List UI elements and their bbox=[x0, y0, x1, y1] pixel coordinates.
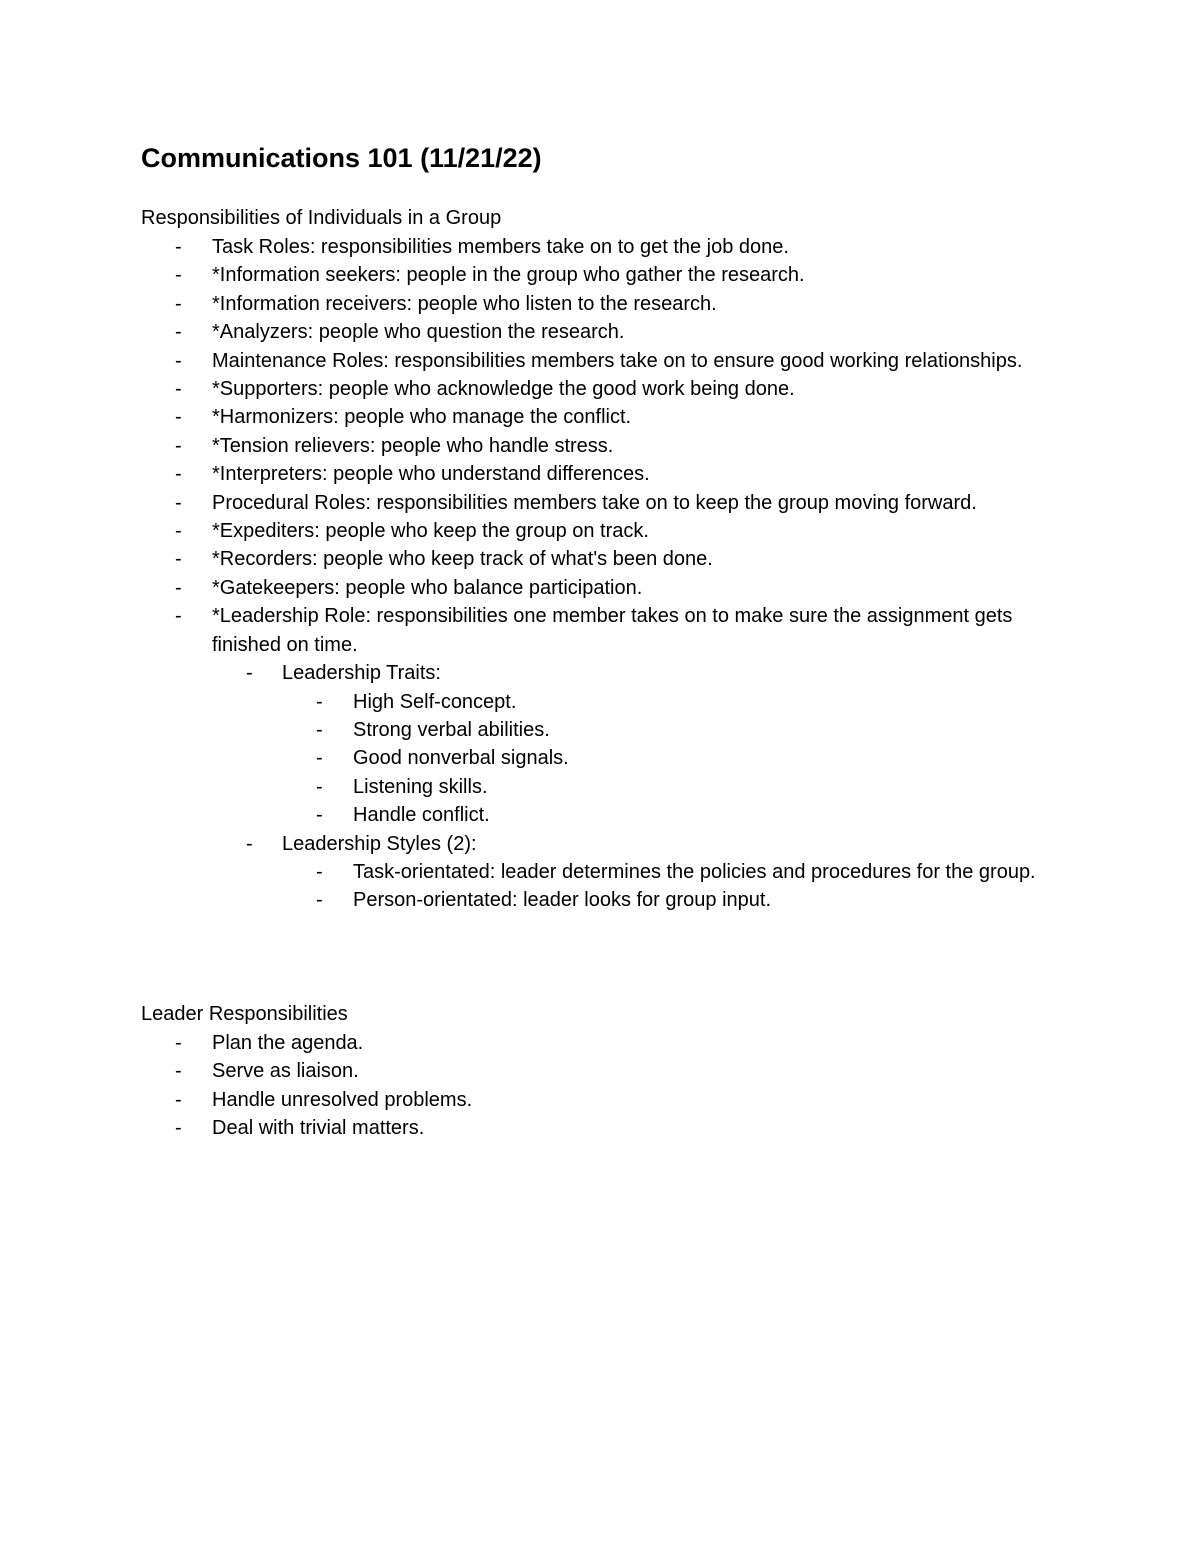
list-item bbox=[141, 688, 1061, 716]
list-item bbox=[141, 744, 1061, 772]
list-item-text: Handle unresolved problems. bbox=[212, 1088, 473, 1111]
list-item bbox=[141, 233, 1061, 261]
list-item bbox=[141, 858, 1061, 886]
list-item-text: *Supporters: people who acknowledge the good work being done. bbox=[212, 378, 795, 401]
dash-bullet: - bbox=[316, 860, 323, 883]
dash-bullet: - bbox=[175, 463, 182, 486]
list-item bbox=[141, 460, 1061, 488]
list-item-text: Strong verbal abilities. bbox=[353, 718, 550, 741]
list-item-text: Good nonverbal signals. bbox=[353, 747, 569, 770]
list-item bbox=[141, 489, 1061, 517]
list-item bbox=[141, 1086, 1061, 1114]
list-item bbox=[141, 773, 1061, 801]
list-item-text: Plan the agenda. bbox=[212, 1032, 364, 1054]
leader-responsibilities-list bbox=[141, 1029, 1061, 1143]
dash-bullet: - bbox=[316, 804, 323, 827]
dash-bullet: - bbox=[316, 690, 323, 713]
dash-bullet: - bbox=[175, 548, 182, 571]
list-item-text: Deal with trivial matters. bbox=[212, 1117, 425, 1140]
list-item bbox=[141, 432, 1061, 460]
section-heading-leader-responsibilities: Leader Responsibilities bbox=[141, 1003, 348, 1025]
dash-bullet: - bbox=[175, 1032, 182, 1054]
list-item-text: *Interpreters: people who understand differences. bbox=[212, 463, 650, 486]
dash-bullet: - bbox=[175, 520, 182, 543]
list-item-text: *Leadership Role: responsibilities one member takes on to make sure the assignment gets finished on time. bbox=[212, 605, 1013, 656]
list-item bbox=[141, 347, 1061, 375]
dash-bullet: - bbox=[246, 662, 253, 685]
list-item-text: *Tension relievers: people who handle stress. bbox=[212, 434, 614, 457]
dash-bullet: - bbox=[175, 434, 182, 457]
list-item-text: *Gatekeepers: people who balance participation. bbox=[212, 576, 643, 599]
list-item-text: Listening skills. bbox=[353, 775, 488, 798]
list-item bbox=[141, 1114, 1061, 1142]
list-item-text: Leadership Traits: bbox=[282, 662, 441, 685]
list-item-text: *Analyzers: people who question the research. bbox=[212, 321, 625, 344]
dash-bullet: - bbox=[175, 378, 182, 401]
list-item bbox=[141, 716, 1061, 744]
list-item-text: Serve as liaison. bbox=[212, 1060, 359, 1083]
list-item bbox=[141, 886, 1061, 914]
list-item-text: *Expediters: people who keep the group on track. bbox=[212, 520, 649, 543]
list-item-text: *Harmonizers: people who manage the conflict. bbox=[212, 406, 632, 429]
list-item-text: High Self-concept. bbox=[353, 690, 517, 713]
list-item-text: Person-orientated: leader looks for group input. bbox=[353, 889, 772, 912]
list-item bbox=[141, 403, 1061, 431]
list-item-text: Leadership Styles (2): bbox=[282, 832, 477, 855]
dash-bullet: - bbox=[316, 747, 323, 770]
list-item bbox=[141, 1057, 1061, 1085]
dash-bullet: - bbox=[175, 605, 182, 628]
list-item-text: Task Roles: responsibilities members take on to get the job done. bbox=[212, 236, 789, 258]
list-item bbox=[141, 602, 1061, 659]
list-item bbox=[141, 545, 1061, 573]
list-item bbox=[141, 318, 1061, 346]
page-title: Communications 101 (11/21/22) bbox=[141, 143, 542, 173]
dash-bullet: - bbox=[175, 491, 182, 514]
dash-bullet: - bbox=[175, 292, 182, 315]
sublist-heading-styles bbox=[141, 830, 1061, 858]
dash-bullet: - bbox=[175, 264, 182, 287]
dash-bullet: - bbox=[175, 1117, 182, 1140]
list-item bbox=[141, 1029, 1061, 1057]
sublist-heading-traits bbox=[141, 659, 1061, 687]
dash-bullet: - bbox=[175, 1088, 182, 1111]
list-item-text: *Information receivers: people who listen to the research. bbox=[212, 292, 717, 315]
list-item bbox=[141, 801, 1061, 829]
list-item-text: Handle conflict. bbox=[353, 804, 490, 827]
list-item-text: Task-orientated: leader determines the policies and procedures for the group. bbox=[353, 860, 1036, 883]
list-item bbox=[141, 290, 1061, 318]
dash-bullet: - bbox=[175, 576, 182, 599]
section-heading-responsibilities: Responsibilities of Individuals in a Group bbox=[141, 207, 502, 229]
list-item-text: Maintenance Roles: responsibilities members take on to ensure good working relationships. bbox=[212, 349, 1023, 372]
responsibilities-list bbox=[141, 233, 1061, 915]
dash-bullet: - bbox=[175, 349, 182, 372]
list-item bbox=[141, 375, 1061, 403]
dash-bullet: - bbox=[175, 321, 182, 344]
list-item-text: Procedural Roles: responsibilities members take on to keep the group moving forward. bbox=[212, 491, 977, 514]
list-item-text: *Recorders: people who keep track of what's been done. bbox=[212, 548, 713, 571]
dash-bullet: - bbox=[175, 406, 182, 429]
dash-bullet: - bbox=[246, 832, 253, 855]
dash-bullet: - bbox=[175, 236, 182, 258]
list-item-text: *Information seekers: people in the group who gather the research. bbox=[212, 264, 805, 287]
dash-bullet: - bbox=[316, 889, 323, 912]
dash-bullet: - bbox=[316, 718, 323, 741]
list-item bbox=[141, 517, 1061, 545]
dash-bullet: - bbox=[316, 775, 323, 798]
dash-bullet: - bbox=[175, 1060, 182, 1083]
list-item bbox=[141, 261, 1061, 289]
list-item bbox=[141, 574, 1061, 602]
